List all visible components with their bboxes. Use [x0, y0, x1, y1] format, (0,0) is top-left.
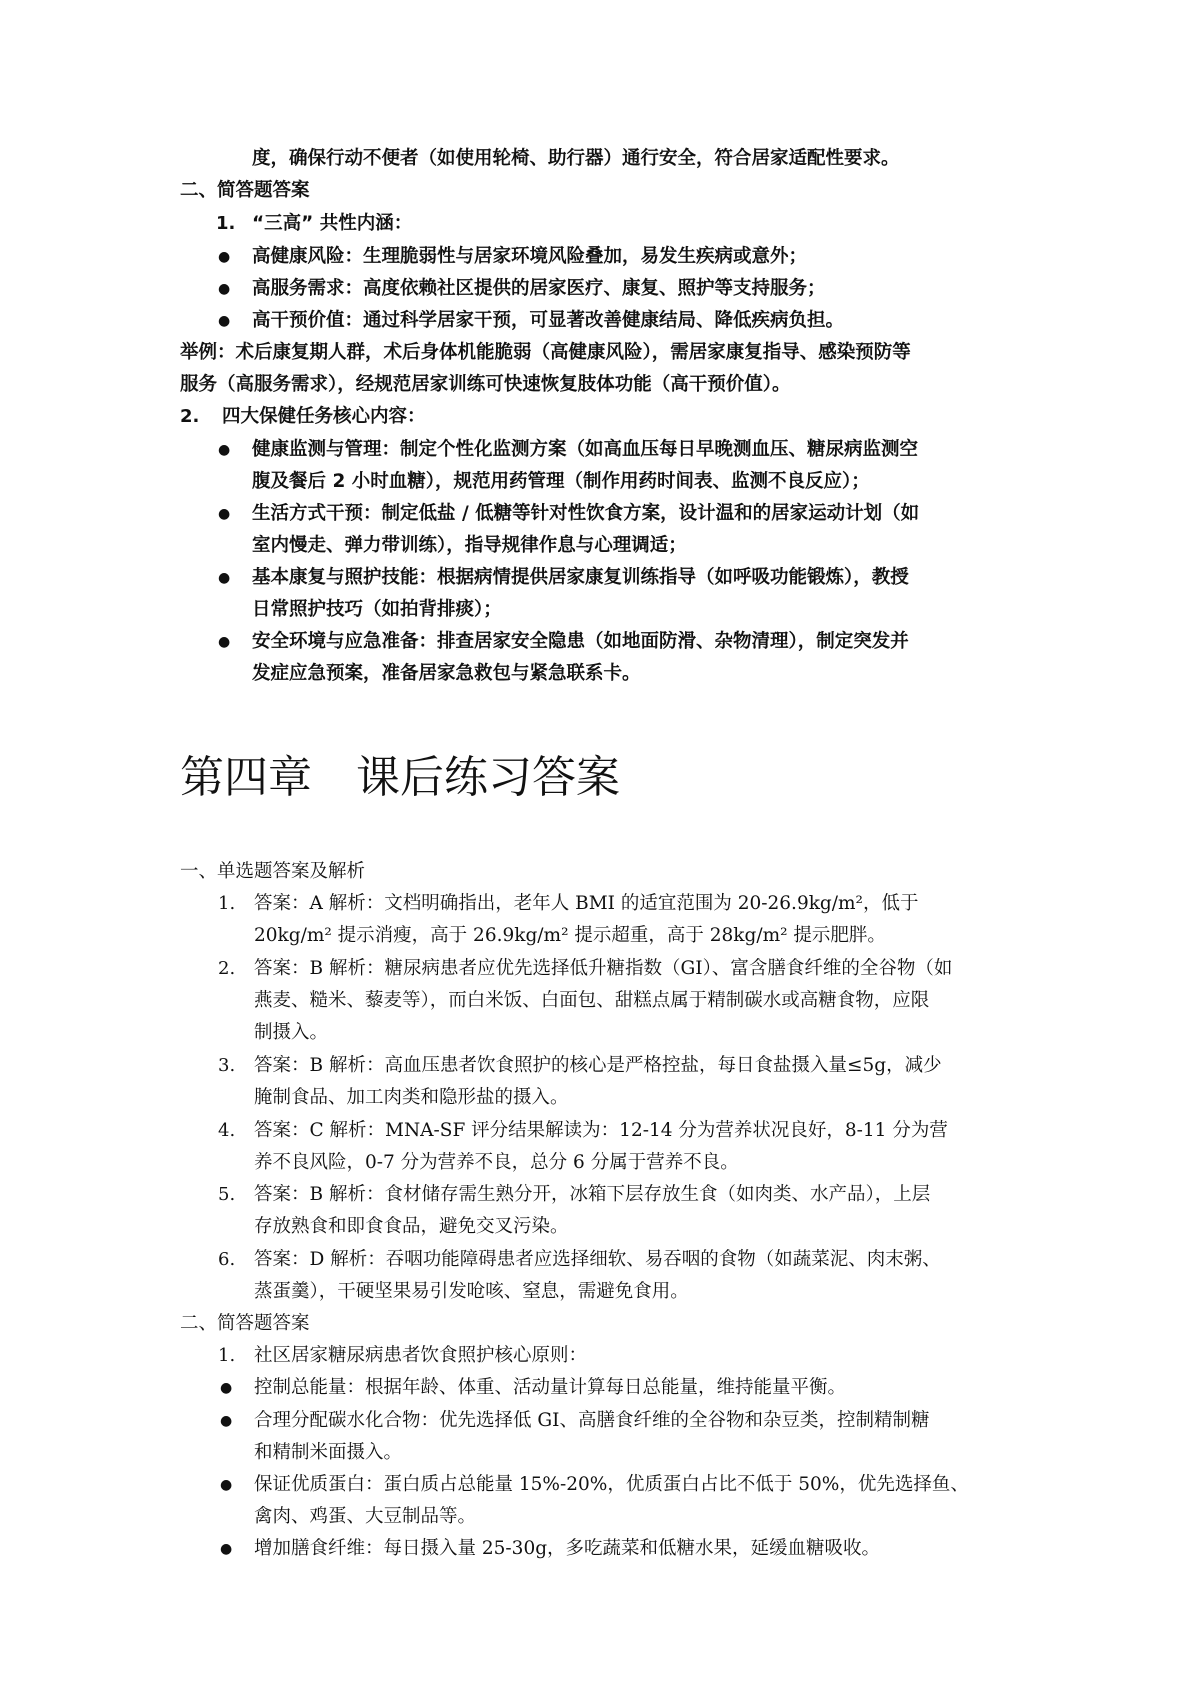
mc-line: 蒸蛋羹），干硬坚果易引发呛咳、窒息，需避免食用。 — [254, 1281, 689, 1302]
sa-q1-number: 1. — [218, 1345, 236, 1366]
mc-line: 答案：D 解析：吞咽功能障碍患者应选择细软、易吞咽的食物（如蔬菜泥、肉末粥、 — [254, 1249, 941, 1270]
q2-bullet-line: 基本康复与照护技能：根据病情提供居家康复训练指导（如呼吸功能锻炼），教授 — [252, 567, 909, 588]
q1-title: “三高” 共性内涵： — [252, 213, 413, 234]
q1-bullet: 高服务需求：高度依赖社区提供的居家医疗、康复、照护等支持服务； — [252, 278, 826, 299]
mc-number: 2. — [218, 958, 236, 979]
chapter-title: 第四章 课后练习答案 — [180, 752, 620, 803]
mc-number: 6. — [218, 1249, 236, 1270]
bullet-icon: ● — [220, 1477, 233, 1493]
q2-bullet-line: 室内慢走、弹力带训练），指导规律作息与心理调适； — [252, 535, 687, 556]
sa-bullet-line: 保证优质蛋白：蛋白质占总能量 15%-20%，优质蛋白占比不低于 50%，优先选择鱼、 — [254, 1474, 969, 1495]
bullet-icon: ● — [218, 506, 231, 522]
bullet-icon: ● — [218, 634, 231, 650]
bullet-icon: ● — [218, 249, 231, 265]
bullet-icon: ● — [220, 1380, 233, 1396]
sa-bullet-line: 合理分配碳水化合物：优先选择低 GI、高膳食纤维的全谷物和杂豆类，控制精制糖 — [254, 1410, 930, 1431]
mc-line: 20kg/m² 提示消瘦，高于 26.9kg/m² 提示超重，高于 28kg/m² 提示肥胖。 — [254, 925, 886, 946]
mc-line: 存放熟食和即食食品，避免交叉污染。 — [254, 1216, 569, 1237]
sa-bullet-line: 增加膳食纤维：每日摄入量 25-30g，多吃蔬菜和低糖水果，延缓血糖吸收。 — [254, 1538, 881, 1559]
mc-line: 制摄入。 — [254, 1022, 329, 1043]
example-line: 服务（高服务需求），经规范居家训练可快速恢复肢体功能（高干预价值）。 — [180, 374, 791, 395]
mc-line: 答案：A 解析：文档明确指出，老年人 BMI 的适宜范围为 20-26.9kg/m²，低于 — [254, 893, 919, 914]
mc-number: 4. — [218, 1120, 236, 1141]
example-line: 举例：术后康复期人群，术后身体机能脆弱（高健康风险），需居家康复指导、感染预防等 — [180, 342, 911, 363]
mc-line: 答案：C 解析：MNA-SF 评分结果解读为：12-14 分为营养状况良好，8-11 分为营 — [254, 1120, 948, 1141]
q2-bullet-line: 生活方式干预：制定低盐 / 低糖等针对性饮食方案，设计温和的居家运动计划（如 — [252, 503, 920, 524]
continuation-text: 度，确保行动不便者（如使用轮椅、助行器）通行安全，符合居家适配性要求。 — [252, 148, 900, 169]
sa-heading: 二、简答题答案 — [180, 1313, 310, 1334]
mc-line: 答案：B 解析：食材储存需生熟分开，冰箱下层存放生食（如肉类、水产品），上层 — [254, 1184, 931, 1205]
q2-number: 2. — [180, 406, 200, 427]
sa-bullet-line: 和精制米面摄入。 — [254, 1442, 403, 1463]
sa-bullet-line: 控制总能量：根据年龄、体重、活动量计算每日总能量，维持能量平衡。 — [254, 1377, 847, 1398]
mc-line: 燕麦、糙米、藜麦等），而白米饭、白面包、甜糕点属于精制碳水或高糖食物，应限 — [254, 990, 930, 1011]
bullet-icon: ● — [220, 1541, 233, 1557]
q2-bullet-line: 发症应急预案，准备居家急救包与紧急联系卡。 — [252, 663, 641, 684]
mc-number: 5. — [218, 1184, 236, 1205]
sa-q1-title: 社区居家糖尿病患者饮食照护核心原则： — [254, 1345, 588, 1366]
mc-number: 1. — [218, 893, 236, 914]
mc-line: 养不良风险，0-7 分为营养不良，总分 6 分属于营养不良。 — [254, 1152, 739, 1173]
bullet-icon: ● — [218, 313, 231, 329]
section-heading-short-answer: 二、简答题答案 — [180, 180, 310, 201]
bullet-icon: ● — [218, 570, 231, 586]
q2-bullet-line: 安全环境与应急准备：排查居家安全隐患（如地面防滑、杂物清理），制定突发并 — [252, 631, 909, 652]
q1-bullet: 高干预价值：通过科学居家干预，可显著改善健康结局、降低疾病负担。 — [252, 310, 845, 331]
q2-bullet-line: 健康监测与管理：制定个性化监测方案（如高血压每日早晚测血压、糖尿病监测空 — [252, 439, 919, 460]
q1-bullet: 高健康风险：生理脆弱性与居家环境风险叠加，易发生疾病或意外； — [252, 246, 808, 267]
mc-heading: 一、单选题答案及解析 — [180, 861, 366, 882]
bullet-icon: ● — [218, 281, 231, 297]
sa-bullet-line: 禽肉、鸡蛋、大豆制品等。 — [254, 1506, 477, 1527]
bullet-icon: ● — [220, 1413, 233, 1429]
mc-line: 答案：B 解析：高血压患者饮食照护的核心是严格控盐，每日食盐摄入量≤5g，减少 — [254, 1055, 942, 1076]
q2-title: 四大保健任务核心内容： — [222, 406, 426, 427]
q1-number: 1. — [216, 213, 236, 234]
mc-number: 3. — [218, 1055, 236, 1076]
bullet-icon: ● — [218, 442, 231, 458]
mc-line: 腌制食品、加工肉类和隐形盐的摄入。 — [254, 1087, 569, 1108]
mc-line: 答案：B 解析：糖尿病患者应优先选择低升糖指数（GI）、富含膳食纤维的全谷物（如 — [254, 958, 953, 979]
q2-bullet-line: 日常照护技巧（如拍背排痰）； — [252, 599, 502, 620]
q2-bullet-line: 腹及餐后 2 小时血糖），规范用药管理（制作用药时间表、监测不良反应）； — [252, 471, 870, 492]
